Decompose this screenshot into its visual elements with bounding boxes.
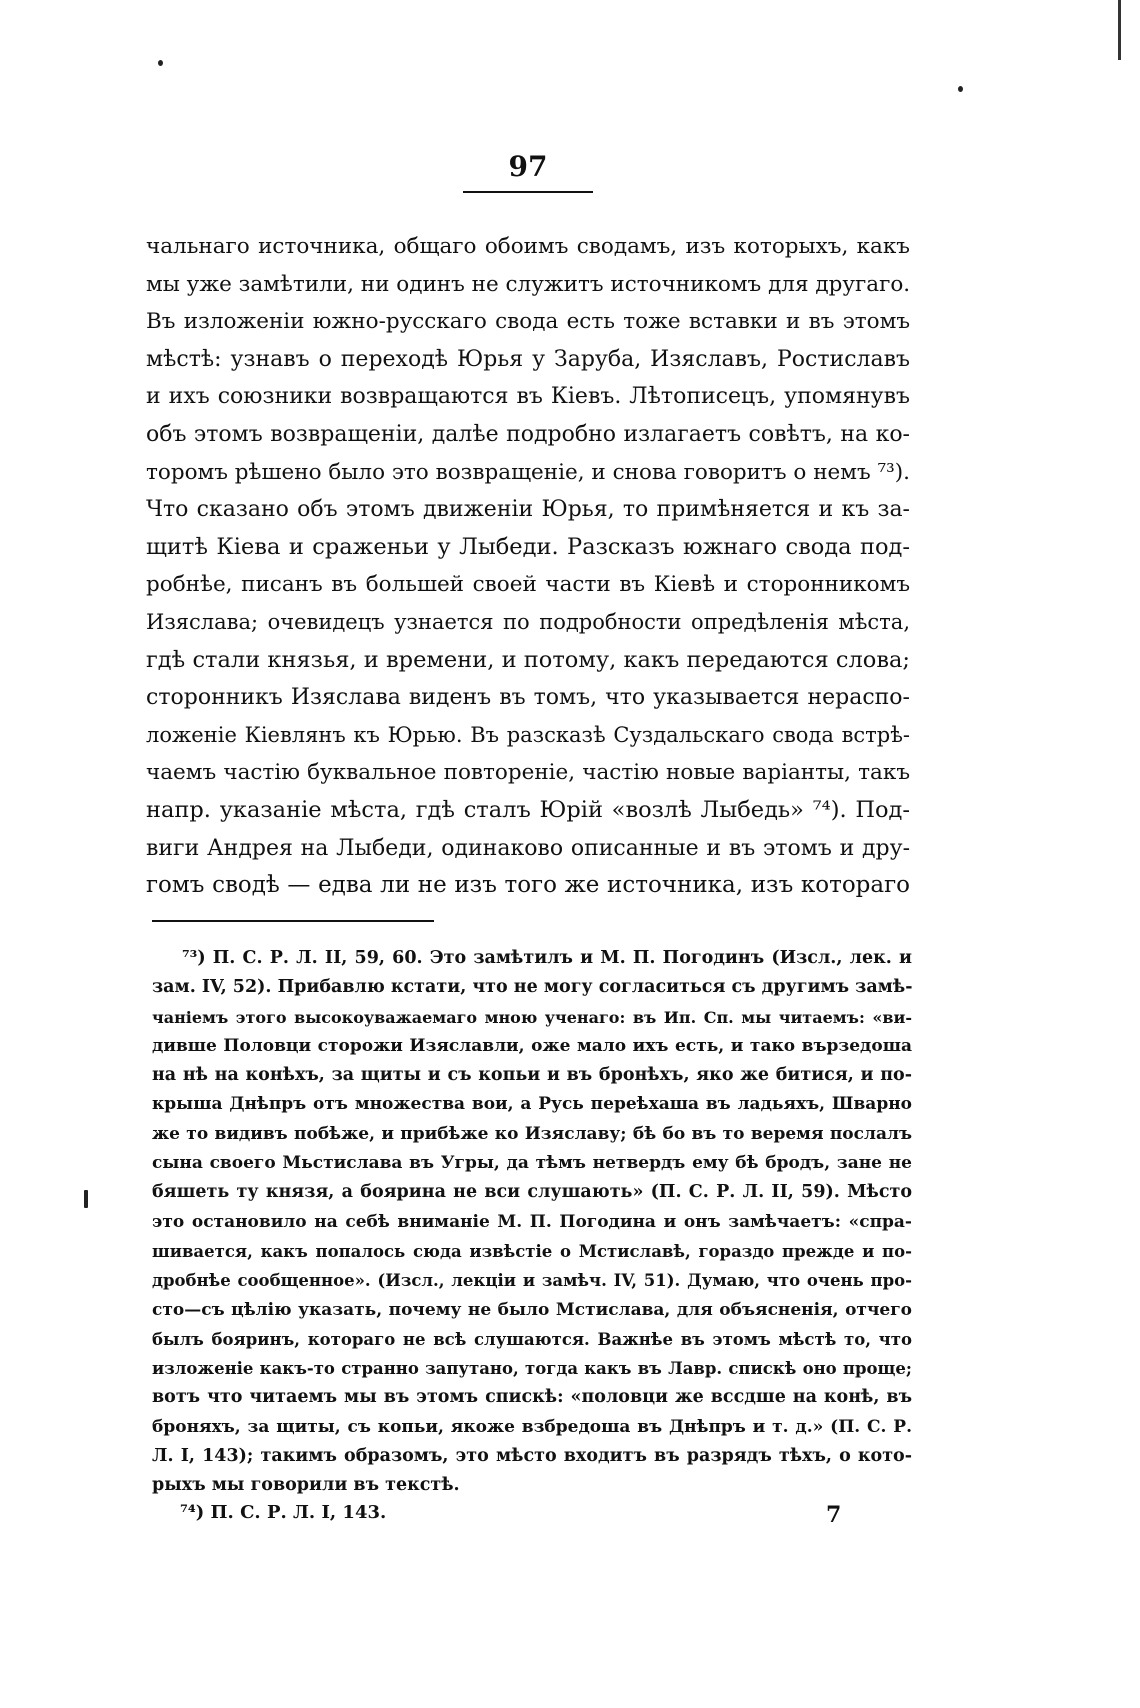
main-text-line: робнѣе, писанъ въ большей своей части въ Кіевѣ и сторонникомъ [146,572,910,598]
footnote-line: былъ бояринъ, котораго не всѣ слушаются. Важнѣе въ этомъ мѣстѣ то, что [152,1329,912,1349]
footnote-line: это остановило на себѣ вниманіе М. П. Погодина и онъ замѣчаетъ: «спра- [152,1211,912,1232]
main-text-line: гдѣ стали князья, и времени, и потому, какъ передаются слова; [146,646,910,673]
main-text-line: и ихъ союзники возвращаются въ Кіевъ. Лѣтописецъ, упомянувъ [146,384,910,410]
main-text [146,228,910,905]
scan-speck [158,60,163,66]
main-text-line: мы уже замѣтили, ни одинъ не служитъ источникомъ для другаго. [146,271,911,297]
main-text-line: торомъ рѣшено было это возвращеніе, и снова говоритъ о немъ ⁷³). [146,459,910,485]
footnote-line: на нѣ на конѣхъ, за щиты и съ копьи и въ бронѣхъ, яко же битися, и по- [152,1065,912,1086]
page-number: 97 [508,150,548,183]
main-text-line: Въ изложеніи южно-русскаго свода есть тоже вставки и въ этомъ [146,309,910,335]
footnote-74: ⁷⁴) П. С. Р. Л. I, 143. [180,1502,387,1523]
main-text-line: чальнаго источника, общаго обоимъ сводамъ, изъ которыхъ, какъ [146,234,910,259]
main-text-line: сторонникъ Изяслава виденъ въ томъ, что указывается нераспо- [146,685,910,711]
header-rule [463,191,593,193]
footnote-line: дивше Половци сторожи Изяславли, оже мало ихъ есть, и тако вързедоша [152,1035,912,1056]
signature-mark: 7 [826,1502,842,1528]
main-text-line: виги Андрея на Лыбеди, одинаково описанные и въ этомъ и дру- [146,835,910,861]
main-text-line: Что сказано объ этомъ движеніи Юрья, то примѣняется и къ за- [146,497,910,523]
footnote-line: сына своего Мьстислава въ Угры, да тѣмъ нетвердъ ему бѣ бродъ, зане не [152,1153,912,1174]
footnote-line: сто—съ цѣлію указать, почему не было Мстислава, для объясненія, отчего [152,1299,912,1320]
main-text-line: гомъ сводѣ — едва ли не изъ того же источника, изъ котораго [146,872,910,899]
main-text-line: мѣстѣ: узнавъ о переходѣ Юрья у Заруба, Изяславъ, Ростиславъ [146,346,910,372]
main-text-line: ложеніе Кіевлянъ къ Юрью. Въ разсказѣ Суздальскаго свода встрѣ- [146,722,910,747]
footnote-line: чаніемъ этого высокоуважаемаго мною ученаго: въ Ип. Сп. мы читаемъ: «ви- [152,1007,912,1027]
footnote-line: же то видивъ побѣже, и прибѣже ко Изяславу; бѣ бо въ то веремя послалъ [152,1123,912,1144]
footnote-line: броняхъ, за щиты, съ копьи, якоже взбредоша въ Днѣпръ и т. д.» (П. С. Р. [152,1416,912,1437]
main-text-line: чаемъ частію буквальное повтореніе, частію новые варіанты, такъ [146,760,910,786]
footnote-line: зам. IV, 52). Прибавлю кстати, что не могу согласиться съ другимъ замѣ- [152,977,913,998]
scan-edge-mark [1118,0,1121,60]
scan-speck [84,1190,88,1208]
footnote-73 [152,944,912,1501]
footnote-line: рыхъ мы говорили въ текстѣ. [152,1475,460,1496]
footnote-line: ⁷³) П. С. Р. Л. II, 59, 60. Это замѣтилъ и М. П. Погодинъ (Изсл., лек. и [182,948,912,968]
main-text-line: Изяслава; очевидецъ узнается по подробности опредѣленія мѣста, [146,609,910,634]
footnote-line: крыша Днѣпръ отъ множества вои, а Русь переѣхаша въ ладьяхъ, Шварно [152,1094,912,1115]
footnote-line: дробнѣе сообщенное». (Изсл., лекціи и замѣч. IV, 51). Думаю, что очень про- [152,1271,912,1291]
footnote-line: шивается, какъ попалось сюда извѣстіе о Мстиславѣ, гораздо прежде и по- [152,1241,912,1261]
footnote-line: вотъ что читаемъ мы въ этомъ спискѣ: «половци же вссдше на конѣ, въ [152,1387,912,1408]
scan-speck [958,86,963,92]
footnote-line: изложеніе какъ-то странно запутано, тогда какъ въ Лавр. спискѣ оно проще; [152,1359,912,1379]
main-text-line: щитѣ Кіева и сраженьи у Лыбеди. Разсказъ южнаго свода под- [146,533,910,560]
main-text-line: напр. указаніе мѣста, гдѣ сталъ Юрій «возлѣ Лыбедь» ⁷⁴). Под- [146,796,910,823]
footnote-line: бяшеть ту князя, а боярина не вси слушають» (П. С. Р. Л. II, 59). Мѣсто [152,1182,912,1203]
main-text-line: объ этомъ возвращеніи, далѣе подробно излагаетъ совѣтъ, на ко- [146,421,910,447]
footnote-separator [152,920,434,922]
footnote-line: Л. I, 143); такимъ образомъ, это мѣсто входитъ въ разрядъ тѣхъ, о кото- [152,1446,912,1467]
